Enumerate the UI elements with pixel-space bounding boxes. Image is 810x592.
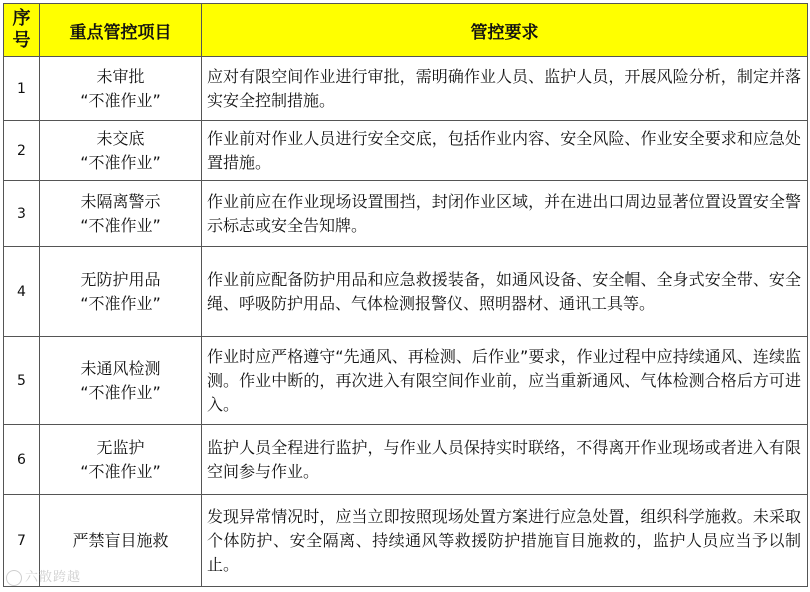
item-title: 未审批 — [96, 66, 145, 86]
row-number: 7 — [4, 495, 40, 587]
control-requirement: 作业时应严格遵守“先通风、再检测、后作业”要求，作业过程中应持续通风、连续监测。作业中断的，再次进入有限空间作业前，应当重新通风、气体检测合格后方可进入。 — [202, 337, 808, 425]
watermark-logo-icon — [6, 570, 22, 586]
control-item — [40, 57, 202, 121]
header-serial-no — [4, 4, 40, 57]
item-subtitle: “不准作业” — [80, 90, 161, 110]
header-control-requirement: 管控要求 — [202, 4, 808, 57]
control-item — [40, 247, 202, 337]
control-requirement: 发现异常情况时，应当立即按照现场处置方案进行应急处置，组织科学施救。未采取个体防护、安全隔离、持续通风等救援防护措施盲目施救的，监护人员应当予以制止。 — [202, 495, 808, 587]
item-title: 未交底 — [96, 128, 145, 148]
row-number: 4 — [4, 247, 40, 337]
row-number: 5 — [4, 337, 40, 425]
item-subtitle: “不准作业” — [80, 461, 161, 481]
control-table — [3, 3, 808, 587]
item-subtitle: “不准作业” — [80, 382, 161, 402]
control-requirement: 作业前对作业人员进行安全交底，包括作业内容、安全风险、作业安全要求和应急处置措施。 — [202, 121, 808, 181]
row-number: 3 — [4, 181, 40, 247]
control-requirement: 作业前应在作业现场设置围挡，封闭作业区域，并在进出口周边显著位置设置安全警示标志或安全告知牌。 — [202, 181, 808, 247]
row-number: 1 — [4, 57, 40, 121]
item-subtitle: “不准作业” — [80, 215, 161, 235]
watermark — [6, 566, 81, 586]
control-item — [40, 181, 202, 247]
table-row — [4, 181, 808, 247]
item-title: 严禁盲目施救 — [72, 530, 169, 550]
header-serial-line1: 序 — [12, 8, 31, 29]
item-title: 未隔离警示 — [80, 191, 161, 211]
item-subtitle: “不准作业” — [80, 152, 161, 172]
control-requirement: 监护人员全程进行监护，与作业人员保持实时联络，不得离开作业现场或者进入有限空间参与作业。 — [202, 425, 808, 495]
item-title: 无监护 — [96, 437, 145, 457]
header-control-item: 重点管控项目 — [40, 4, 202, 57]
row-number: 6 — [4, 425, 40, 495]
item-subtitle: “不准作业” — [80, 293, 161, 313]
header-row — [4, 4, 808, 57]
table-row — [4, 121, 808, 181]
watermark-text: 六散跨越 — [25, 570, 82, 585]
control-item — [40, 425, 202, 495]
table-row — [4, 247, 808, 337]
item-title: 未通风检测 — [80, 358, 161, 378]
table-row — [4, 495, 808, 587]
control-requirement: 应对有限空间作业进行审批，需明确作业人员、监护人员，开展风险分析，制定并落实安全控制措施。 — [202, 57, 808, 121]
header-serial-line2: 号 — [12, 30, 31, 51]
control-item — [40, 121, 202, 181]
table-row — [4, 425, 808, 495]
table-row — [4, 337, 808, 425]
item-title: 无防护用品 — [80, 269, 161, 289]
table-row — [4, 57, 808, 121]
control-item — [40, 337, 202, 425]
row-number: 2 — [4, 121, 40, 181]
control-requirement: 作业前应配备防护用品和应急救援装备，如通风设备、安全帽、全身式安全带、安全绳、呼吸防护用品、气体检测报警仪、照明器材、通讯工具等。 — [202, 247, 808, 337]
